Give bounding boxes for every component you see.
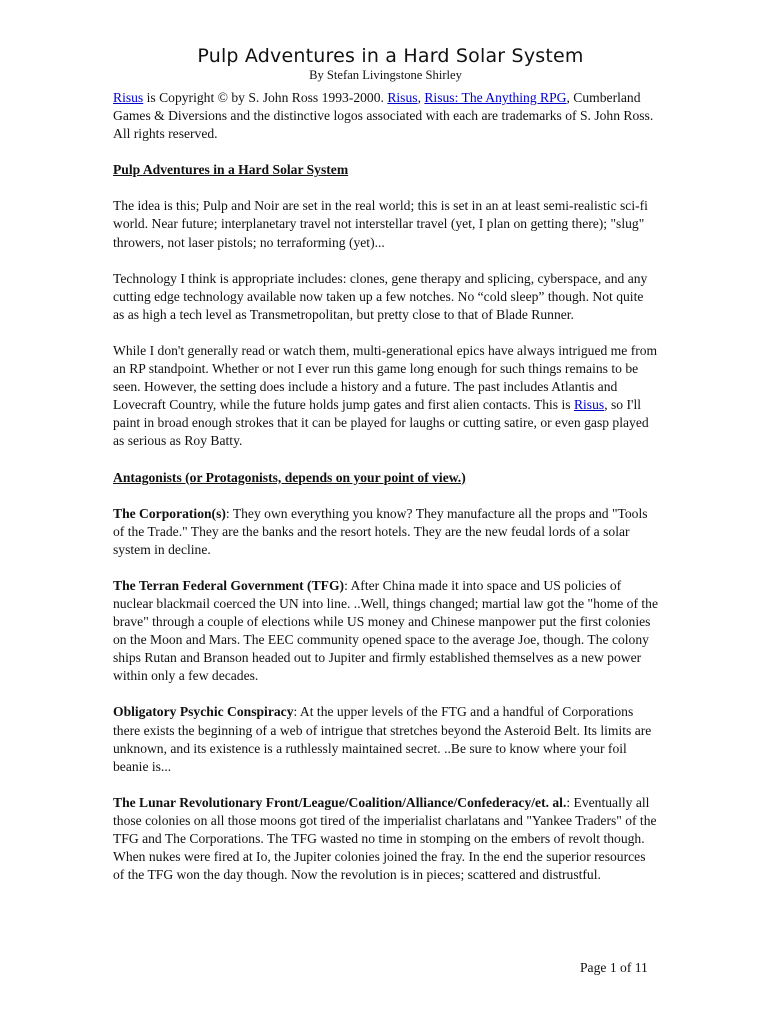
risus-link[interactable]: Risus	[113, 90, 144, 105]
entry-lunar-revolutionary-front	[113, 794, 658, 884]
entry-term: The Terran Federal Government (TFG)	[113, 577, 345, 593]
copyright-notice	[113, 89, 658, 143]
risus-link-2[interactable]: Risus	[387, 90, 418, 105]
entry-corporations	[113, 505, 658, 559]
entry-term: The Corporation(s)	[113, 505, 226, 521]
entry-body: : Eventually all those colonies on all those moons got tired of the imperialist charlatans and "Yankee Traders" of the TFG and The Corporations. The TFG wasted no time in stomping on the embers of revolt though. When nukes were fired at Io, the Jupiter colonies joined the fray. In the end the superior resources of the TFG won the day though. Now the revolution is in pieces; scattered and distrustful.	[113, 794, 657, 883]
paragraph-technology: Technology I think is appropriate includes: clones, gene therapy and splicing, cyberspace, and any cutting edge technology available now taken up a few notches. No “cold sleep” though. Not quite as as high a tech level as Transmetropolitan, but pretty close to that of Blade Runner.	[113, 270, 648, 322]
risus-link-3[interactable]: Risus	[573, 397, 605, 413]
copyright-text-3: , Cumberland Games & Diversions and the distinctive logos associated with each are trademarks of S. John Ross. All rights reserved.	[113, 90, 654, 142]
entry-psychic-conspiracy	[113, 703, 658, 775]
section-heading-intro: Pulp Adventures in a Hard Solar System	[113, 162, 349, 178]
copyright-text-1: is Copyright © by S. John Ross 1993-2000.	[143, 90, 388, 105]
entry-term: The Lunar Revolutionary Front/League/Coalition/Alliance/Confederacy/et. al.	[113, 794, 567, 810]
entry-body: : They own everything you know? They manufacture all the props and "Tools of the Trade." They are the banks and the resort hotels. They are the new feudal lords of a solar system in decline.	[113, 505, 648, 557]
section-heading-antagonists: Antagonists (or Protagonists, depends on your point of view.)	[113, 469, 466, 485]
paragraph-epics-text-2: , so I'll paint in broad enough strokes that it can be played for laughs or cutting satire, or even gasp played as serious as Roy Batty.	[113, 397, 649, 449]
risus-anything-rpg-link[interactable]: Risus: The Anything RPG	[424, 90, 567, 105]
entry-terran-federal-government	[113, 577, 658, 686]
page-content	[113, 44, 658, 902]
copyright-text-2: ,	[417, 90, 425, 105]
paragraph-setting: The idea is this; Pulp and Noir are set in the real world; this is set in an at least semi-realistic sci-fi world. Near future; interplanetary travel not interstellar travel (yet, I plan on getting there); "slug" throwers, not laser pistols; no terraforming (yet)...	[113, 198, 648, 250]
entry-term: Obligatory Psychic Conspiracy	[113, 704, 294, 720]
author-byline: By Stefan Livingstone Shirley	[309, 68, 462, 82]
page-number: Page 1 of 11	[580, 960, 648, 975]
paragraph-epics-text-1: While I don't generally read or watch them, multi-generational epics have always intrigued me from an RP standpoint. Whether or not I ever run this game long enough for such things remains to be seen. However, the setting does include a history and a future. The past includes Atlantis and Lovecraft Country, while the future holds jump gates and first alien contacts. This is	[113, 342, 658, 413]
entry-body: : At the upper levels of the FTG and a handful of Corporations there exists the beginning of a web of intrigue that stretches beyond the Asteroid Belt. Its limits are unknown, and its existence is a ruthlessly maintained secret. ..Be sure to know where your foil beanie is...	[113, 704, 652, 774]
document-title: Pulp Adventures in a Hard Solar System	[197, 45, 584, 67]
entry-body: : After China made it into space and US policies of nuclear blackmail coerced the UN into line. ..Well, things changed; martial law got the "home of the brave" through a couple of elections while US money and Chinese manpower put the first colonies on the Moon and Mars. The EEC community opened space to the average Joe, though. The colony ships Rutan and Branson headed out to Jupiter and firmly established themselves as a new power within only a few decades.	[113, 577, 659, 684]
paragraph-epics	[113, 342, 658, 451]
